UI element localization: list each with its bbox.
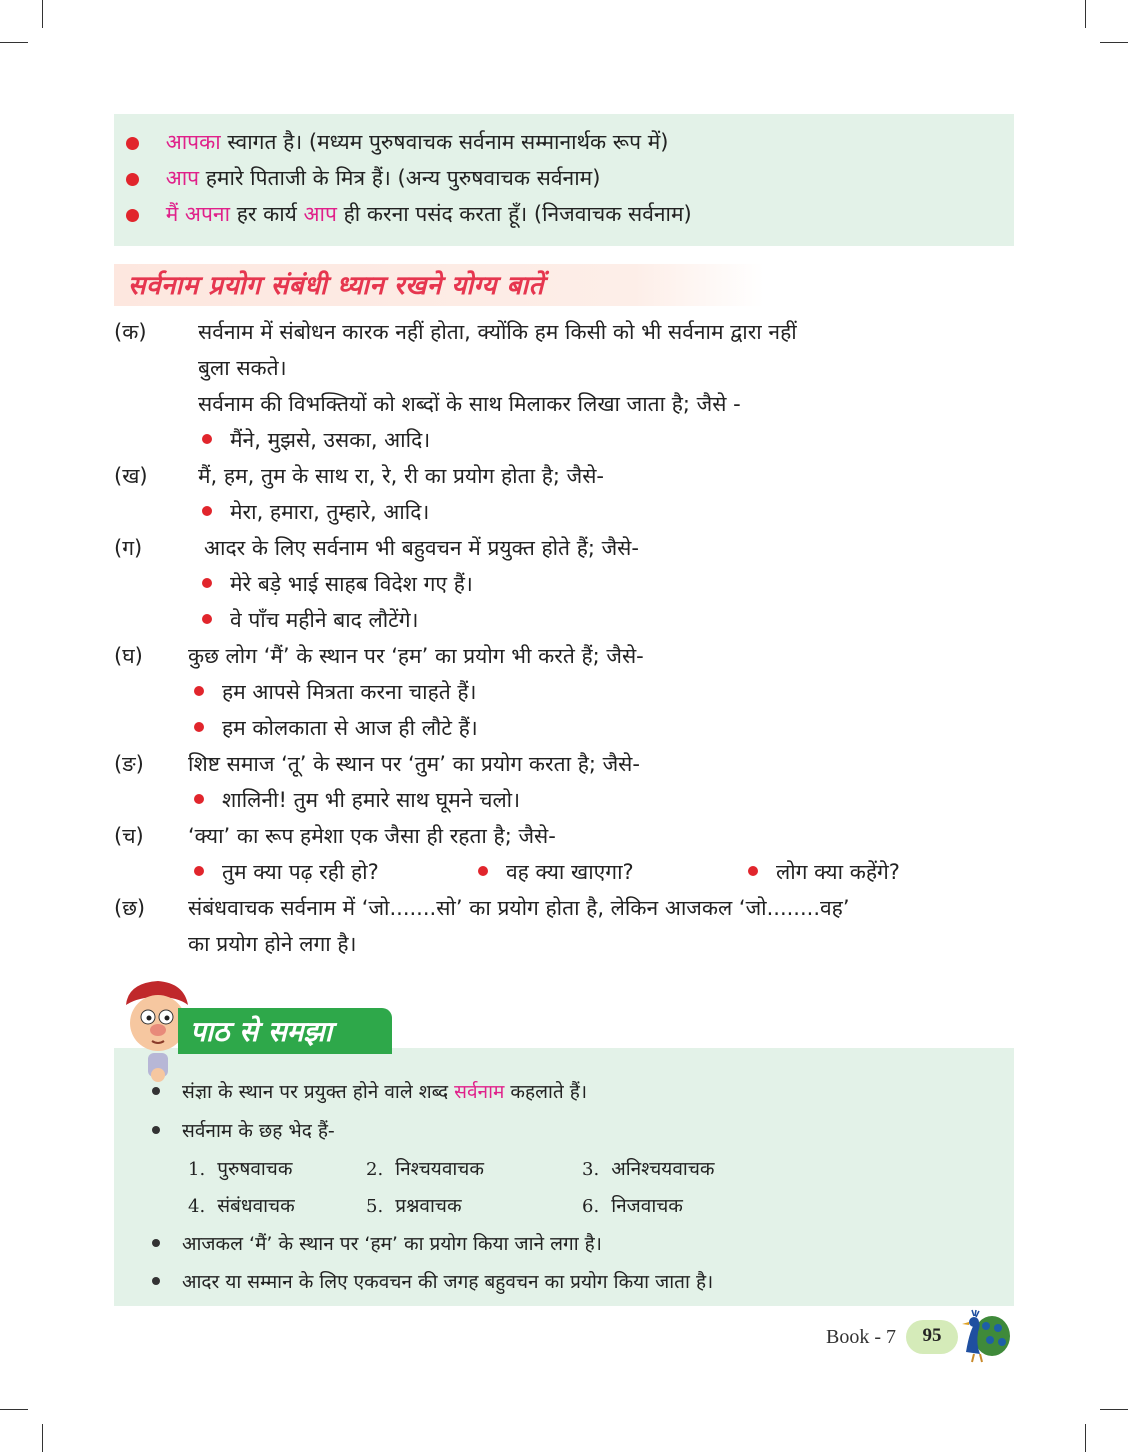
example-text: तुम क्या पढ़ रही हो?	[222, 860, 379, 884]
example-text: हम आपसे मित्रता करना चाहते हैं।	[222, 680, 477, 704]
example-item	[202, 566, 473, 602]
summary-text: सर्वनाम के छह भेद हैं-	[182, 1120, 335, 1142]
bullet-dot	[152, 1126, 160, 1134]
type-item	[366, 1192, 462, 1218]
rule-label: (ख)	[114, 464, 148, 488]
summary-text: कहलाते हैं।	[504, 1081, 588, 1103]
example-text: वे पाँच महीने बाद लौटेंगे।	[230, 608, 419, 632]
example-text: वह क्या खाएगा?	[506, 860, 634, 884]
type-name: निश्चयवाचक	[395, 1158, 484, 1180]
example-line-1	[126, 128, 668, 164]
example-text: मेरा, हमारा, तुम्हारे, आदि।	[230, 500, 430, 524]
rule-text: बुला सकते।	[198, 356, 287, 380]
bullet-dot	[202, 434, 212, 444]
type-item	[188, 1155, 292, 1181]
bullet-dot	[194, 794, 204, 804]
summary-point	[152, 1117, 335, 1143]
example-text: मेरे बड़े भाई साहब विदेश गए हैं।	[230, 572, 473, 596]
page-number-pill	[906, 1320, 958, 1354]
bullet-dot	[126, 173, 139, 186]
example-item	[194, 710, 478, 746]
highlight-word: सर्वनाम	[454, 1081, 505, 1103]
type-name: पुरुषवाचक	[217, 1158, 293, 1180]
page-number: 95	[922, 1325, 942, 1346]
type-number: 6.	[582, 1196, 600, 1217]
type-item	[188, 1192, 295, 1218]
example-box	[114, 114, 1014, 246]
bullet-dot	[152, 1277, 160, 1285]
rule-label: (च)	[114, 824, 144, 848]
type-name: प्रश्नवाचक	[395, 1195, 462, 1217]
crop-mark	[1085, 0, 1086, 28]
rule-label: (छ)	[114, 896, 146, 920]
example-item	[194, 782, 520, 818]
example-item	[194, 674, 477, 710]
crop-mark	[0, 1409, 28, 1410]
example-text: स्वागत है। (मध्यम पुरुषवाचक सर्वनाम सम्मानार्थक रूप में)	[220, 130, 669, 154]
example-line-3	[126, 200, 692, 236]
type-name: निजवाचक	[611, 1195, 683, 1217]
example-item	[202, 602, 419, 638]
type-number: 2.	[366, 1159, 384, 1180]
crop-mark	[42, 0, 43, 28]
rule-label: (ग)	[114, 536, 143, 560]
summary-text: संज्ञा के स्थान पर प्रयुक्त होने वाले शब्द	[182, 1081, 455, 1103]
bullet-dot	[478, 866, 488, 876]
type-number: 4.	[188, 1196, 206, 1217]
rule-text: ‘क्या’ का रूप हमेशा एक जैसा ही रहता है; जैसे-	[188, 824, 556, 848]
summary-text: आदर या सम्मान के लिए एकवचन की जगह बहुवचन का प्रयोग किया जाता है।	[182, 1271, 714, 1293]
peacock-icon	[952, 1308, 1012, 1364]
rule-text: आदर के लिए सर्वनाम भी बहुवचन में प्रयुक्त होते हैं; जैसे-	[204, 536, 639, 560]
example-item	[202, 494, 429, 530]
section-title: सर्वनाम प्रयोग संबंधी ध्यान रखने योग्य बातें	[128, 271, 544, 301]
crop-mark	[1085, 1424, 1086, 1452]
bullet-dot	[748, 866, 758, 876]
example-item	[748, 854, 900, 890]
crop-mark	[42, 1424, 43, 1452]
rule-text: कुछ लोग ‘मैं’ के स्थान पर ‘हम’ का प्रयोग भी करते हैं; जैसे-	[188, 644, 644, 668]
summary-tag-title: पाठ से समझा	[190, 1015, 332, 1048]
book-label: Book - 7	[826, 1326, 896, 1348]
example-text: हर कार्य	[230, 202, 304, 226]
summary-point	[152, 1078, 587, 1104]
type-name: अनिश्चयवाचक	[611, 1158, 715, 1180]
crop-mark	[1100, 1409, 1128, 1410]
rule-text: संबंधवाचक सर्वनाम में ‘जो.......सो’ का प्रयोग होता है, लेकिन आजकल ‘जो........वह’	[188, 896, 850, 920]
summary-tag	[178, 1008, 392, 1054]
highlight-word: मैं अपना	[165, 202, 231, 226]
example-text: शालिनी! तुम भी हमारे साथ घूमने चलो।	[222, 788, 521, 812]
bullet-dot	[126, 137, 139, 150]
type-name: संबंधवाचक	[217, 1195, 295, 1217]
rule-text: का प्रयोग होने लगा है।	[188, 932, 357, 956]
section-banner	[114, 264, 764, 306]
bullet-dot	[194, 722, 204, 732]
bullet-dot	[202, 578, 212, 588]
bullet-dot	[126, 209, 139, 222]
rule-text: मैं, हम, तुम के साथ रा, रे, री का प्रयोग होता है; जैसे-	[198, 464, 604, 488]
bullet-dot	[202, 506, 212, 516]
bullet-dot	[194, 866, 204, 876]
example-item	[194, 854, 379, 890]
type-item	[582, 1155, 714, 1181]
bullet-dot	[194, 686, 204, 696]
summary-point	[152, 1230, 602, 1256]
type-item	[582, 1192, 683, 1218]
rule-text: सर्वनाम की विभक्तियों को शब्दों के साथ मिलाकर लिखा जाता है; जैसे -	[198, 392, 741, 416]
summary-point	[152, 1268, 713, 1294]
summary-text: आजकल ‘मैं’ के स्थान पर ‘हम’ का प्रयोग किया जाने लगा है।	[182, 1233, 602, 1255]
type-item	[366, 1155, 484, 1181]
bullet-dot	[202, 614, 212, 624]
highlight-word: आपका	[165, 130, 221, 154]
crop-mark	[0, 42, 28, 43]
example-text: ही करना पसंद करता हूँ। (निजवाचक सर्वनाम)	[336, 202, 692, 226]
example-item	[202, 422, 430, 458]
example-text: हमारे पिताजी के मित्र हैं। (अन्य पुरुषवाचक सर्वनाम)	[199, 166, 601, 190]
type-number: 3.	[582, 1159, 600, 1180]
bullet-dot	[152, 1087, 160, 1095]
highlight-word: आप	[303, 202, 337, 226]
bullet-dot	[152, 1239, 160, 1247]
rule-label: (घ)	[114, 644, 143, 668]
example-text: लोग क्या कहेंगे?	[776, 860, 900, 884]
rule-text: सर्वनाम में संबोधन कारक नहीं होता, क्योंकि हम किसी को भी सर्वनाम द्वारा नहीं	[198, 320, 797, 344]
rule-label: (क)	[114, 320, 147, 344]
crop-mark	[1100, 42, 1128, 43]
example-text: हम कोलकाता से आज ही लौटे हैं।	[222, 716, 478, 740]
type-number: 5.	[366, 1196, 384, 1217]
rule-label: (ङ)	[114, 752, 144, 776]
type-number: 1.	[188, 1159, 206, 1180]
example-item	[478, 854, 634, 890]
example-line-2	[126, 164, 600, 200]
highlight-word: आप	[165, 166, 200, 190]
rule-text: शिष्ट समाज ‘तू’ के स्थान पर ‘तुम’ का प्रयोग करता है; जैसे-	[188, 752, 640, 776]
example-text: मैंने, मुझसे, उसका, आदि।	[230, 428, 431, 452]
